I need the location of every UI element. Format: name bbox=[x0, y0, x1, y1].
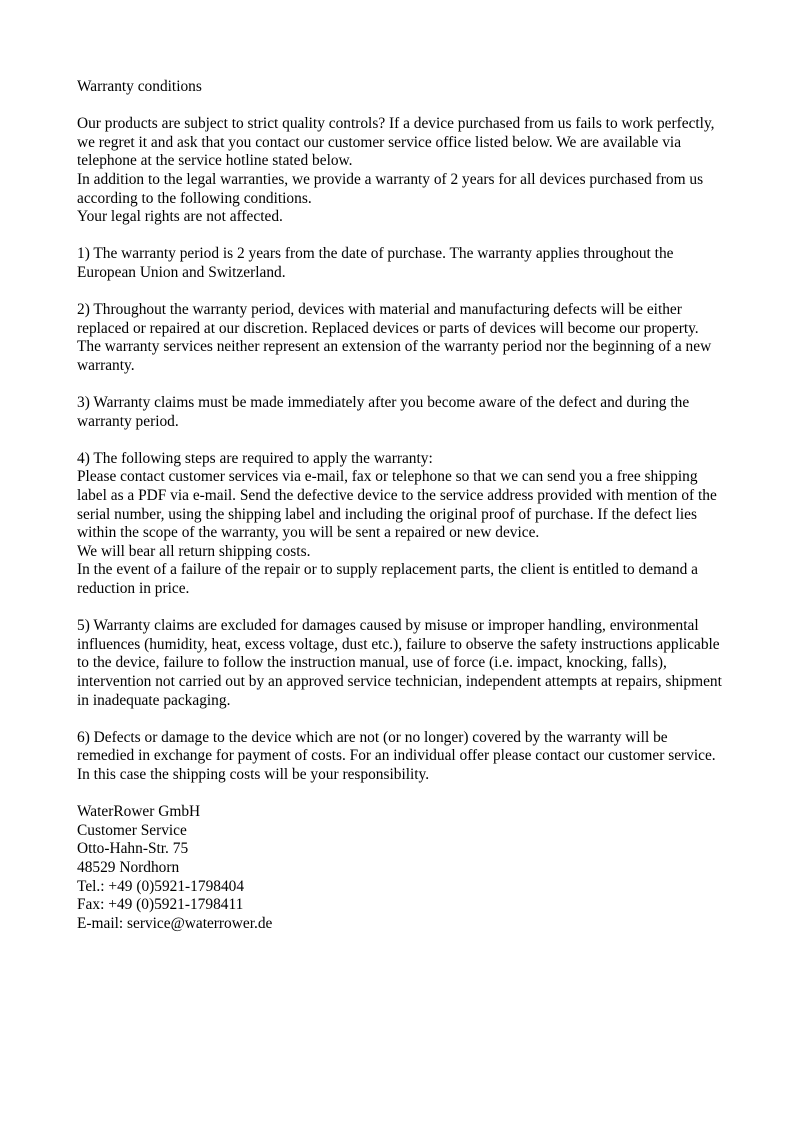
contact-company: WaterRower GmbH bbox=[77, 803, 201, 821]
contact-street: Otto-Hahn-Str. 75 bbox=[77, 840, 189, 858]
intro-paragraph bbox=[77, 115, 725, 227]
clause-5-paragraph bbox=[77, 617, 725, 710]
text-line: 4) The following steps are required to apply the warranty: bbox=[77, 449, 433, 467]
text-line: In the event of a failure of the repair or to supply replacement parts, the client is entitled to demand a reduction in price. bbox=[77, 561, 698, 598]
text-line: In addition to the legal warranties, we provide a warranty of 2 years for all devices purchased from us according to the following conditions. bbox=[77, 170, 704, 207]
clause-1-paragraph bbox=[77, 245, 725, 282]
contact-telephone: Tel.: +49 (0)5921-1798404 bbox=[77, 877, 245, 895]
contact-department: Customer Service bbox=[77, 821, 187, 839]
text-line: We will bear all return shipping costs. bbox=[77, 542, 311, 560]
text-line: Your legal rights are not affected. bbox=[77, 208, 283, 226]
clause-4-paragraph bbox=[77, 450, 725, 599]
contact-block bbox=[77, 803, 725, 933]
contact-fax: Fax: +49 (0)5921-1798411 bbox=[77, 896, 244, 914]
contact-city: 48529 Nordhorn bbox=[77, 858, 180, 876]
text-line: 5) Warranty claims are excluded for damages caused by misuse or improper handling, environmental influences (humidity, heat, excess voltage, dust etc.), failure to observe the safety instructions applicable to the device, failure to follow the instruction manual, use of force (i.e. impact, knocking, falls), intervention not carried out by an approved service technician, independent attempts at repairs, shipment in inadequate packaging. bbox=[77, 617, 722, 709]
clause-6-paragraph bbox=[77, 729, 725, 785]
text-line: Our products are subject to strict quality controls? If a device purchased from us fails to work perfectly, we regret it and ask that you contact our customer service office listed below. We are available via telephone at the service hotline stated below. bbox=[77, 115, 715, 170]
clause-3-paragraph bbox=[77, 394, 725, 431]
text-line: 1) The warranty period is 2 years from the date of purchase. The warranty applies throughout the European Union and Switzerland. bbox=[77, 245, 674, 281]
clause-2-paragraph bbox=[77, 301, 725, 375]
text-line: 6) Defects or damage to the device which are not (or no longer) covered by the warranty will be remedied in exchange for payment of costs. For an individual offer please contact our customer service. In this case the shipping costs will be your responsibility. bbox=[77, 728, 716, 783]
text-line: 3) Warranty claims must be made immediately after you become aware of the defect and during the warranty period. bbox=[77, 394, 690, 430]
text-line: Please contact customer services via e-mail, fax or telephone so that we can send you a free shipping label as a PDF via e-mail. Send the defective device to the service address provided with mention of the serial number, using the shipping label and including the original proof of purchase. If the defect lies within the scope of the warranty, you will be sent a repaired or new device. bbox=[77, 468, 717, 542]
text-line: 2) Throughout the warranty period, devices with material and manufacturing defects will be either replaced or repaired at our discretion. Replaced devices or parts of devices will become our property. The warranty services neither represent an extension of the warranty period nor the beginning of a new warranty. bbox=[77, 301, 712, 374]
document-title: Warranty conditions bbox=[77, 78, 202, 95]
contact-email: E-mail: service@waterrower.de bbox=[77, 914, 273, 932]
